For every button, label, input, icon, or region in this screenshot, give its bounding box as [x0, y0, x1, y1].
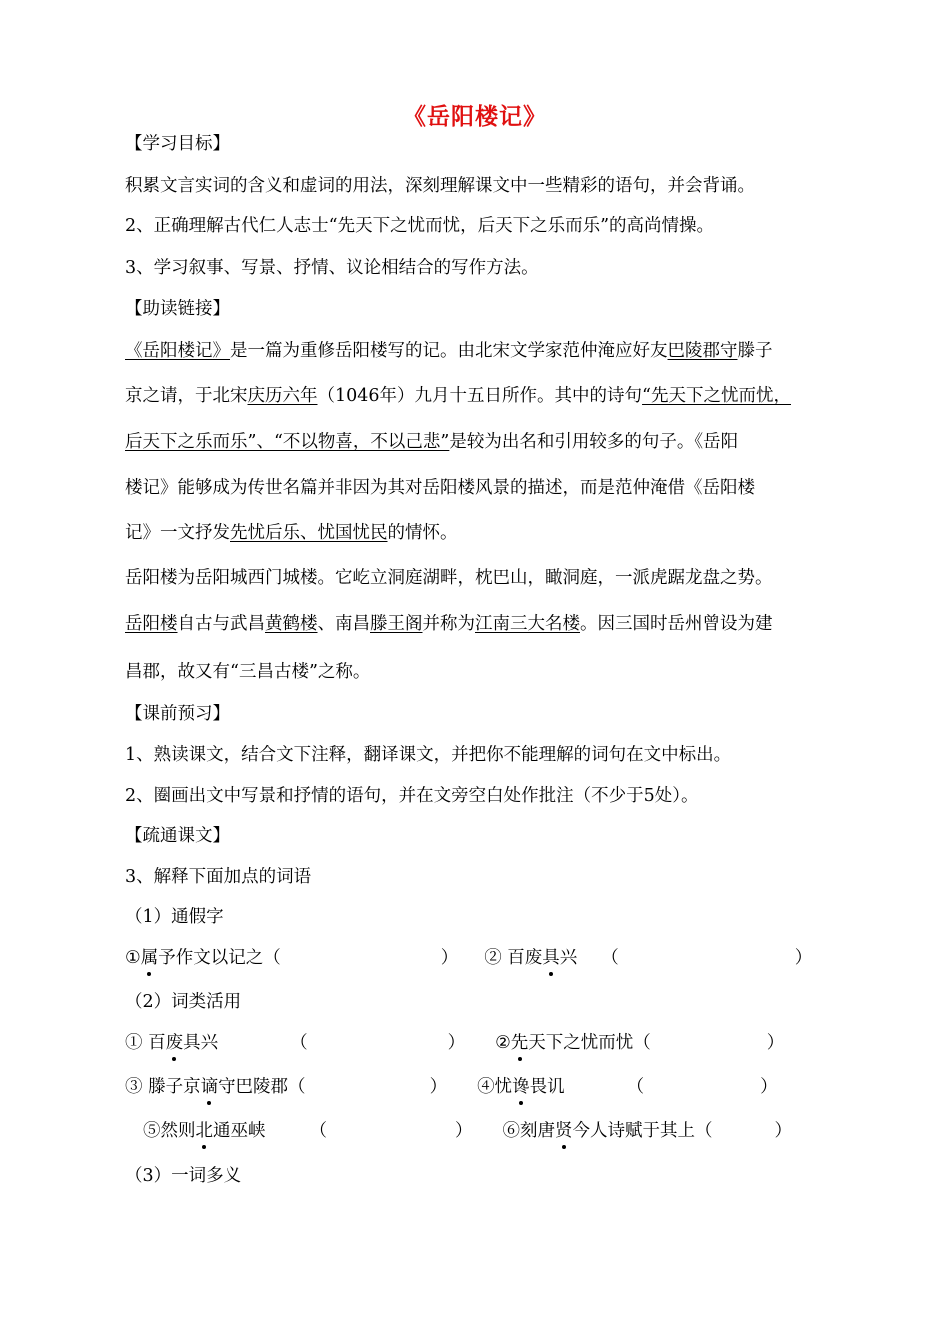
text-span: ①	[125, 948, 141, 968]
text-span: ）	[447, 1033, 466, 1053]
exercise-row	[143, 1119, 792, 1143]
page-title: 《岳阳楼记》	[403, 103, 547, 130]
text-span: 天下之忧而忧（	[528, 1033, 651, 1053]
dotted-char: 北	[195, 1121, 213, 1141]
text-span: 今人诗赋于其上（	[572, 1121, 713, 1141]
links-paragraph-line: 岳阳楼为岳阳城西门城楼。它屹立洞庭湖畔，枕巴山，瞰洞庭，一派虎踞龙盘之势。	[125, 568, 773, 588]
underlined-text: 庆历六年	[247, 386, 318, 406]
subheading-tongjia: （1）通假字	[125, 907, 224, 927]
goal-item: 3、学习叙事、写景、抒情、议论相结合的写作方法。	[125, 258, 539, 278]
text-span: ）	[760, 1077, 778, 1097]
text-span: ① 百	[125, 1033, 166, 1053]
dotted-char: 废	[165, 1033, 184, 1053]
text-span: 记》一文抒发	[125, 523, 230, 543]
text-span: 京之请，于北宋	[125, 386, 248, 406]
exercise-row	[125, 1075, 778, 1099]
text-span: 是一篇为重修岳阳楼写的记。由北宋文学家范仲淹应好友	[230, 341, 668, 361]
section-heading-text: 【疏通课文】	[125, 826, 230, 846]
section-heading-links: 【助读链接】	[125, 299, 230, 319]
links-paragraph-line	[125, 521, 458, 545]
text-span: ）	[794, 948, 813, 968]
text-span: ②	[495, 1033, 511, 1053]
goal-item: 积累文言实词的含义和虚词的用法，深刻理解课文中一些精彩的语句，并会背诵。	[125, 176, 755, 196]
exercise-row	[125, 1031, 784, 1055]
section-heading-goals: 【学习目标】	[125, 134, 230, 154]
dotted-char: 谗	[512, 1077, 530, 1097]
goal-item: 2、正确理解古代仁人志士“先天下之忧而忧，后天下之乐而乐”的高尚情操。	[125, 216, 715, 236]
text-span: ）	[440, 948, 459, 968]
text-span: 通巫峡	[213, 1121, 266, 1141]
underlined-text: 江南三大名楼	[475, 614, 580, 634]
text-span: ）	[774, 1121, 792, 1141]
subheading-huoyong: （2）词类活用	[125, 992, 242, 1012]
underlined-text: “先天下之忧而忧，	[642, 386, 791, 406]
underlined-text: 滕王阁	[370, 614, 423, 634]
text-span: （1046年）九月十五日所作。其中的诗句	[317, 386, 643, 406]
underlined-text: 先忧后乐、忧国忧民	[230, 523, 388, 543]
section-heading-preview: 【课前预习】	[125, 704, 230, 724]
text-span: 并称为	[422, 614, 475, 634]
links-paragraph-line	[125, 339, 773, 363]
text-span: （	[309, 1121, 327, 1141]
preview-item: 2、圈画出文中写景和抒情的语句，并在文旁空白处作批注（不少于5处）。	[125, 786, 699, 806]
text-span: 是较为出名和引用较多的句子。《岳阳	[449, 432, 739, 452]
text-span: ② 百废	[484, 948, 543, 968]
text-span: ③ 滕子京	[125, 1077, 201, 1097]
underlined-text: 巴陵郡守	[667, 341, 738, 361]
text-span: 畏讥	[529, 1077, 565, 1097]
text-span: ④忧	[477, 1077, 513, 1097]
text-span: （	[290, 1033, 308, 1053]
dotted-char: 贤	[555, 1121, 573, 1141]
links-paragraph-line	[125, 612, 773, 636]
text-span: 具兴	[183, 1033, 219, 1053]
text-span: 自古与武昌	[177, 614, 265, 634]
text-span: 滕子	[737, 341, 773, 361]
text-span: 的情怀。	[387, 523, 458, 543]
text-span: ）	[455, 1121, 473, 1141]
links-paragraph-line: 楼记》能够成为传世名篇并非因为其对岳阳楼风景的描述，而是范仲淹借《岳阳楼	[125, 478, 755, 498]
text-span: ）	[766, 1033, 785, 1053]
links-paragraph-line	[125, 384, 791, 408]
text-span: ⑤然则	[143, 1121, 196, 1141]
exercise-row	[125, 946, 812, 970]
underlined-text: 岳阳楼	[125, 614, 178, 634]
text-span: 予作文以记之（	[158, 948, 281, 968]
dotted-char: 属	[140, 948, 159, 968]
dotted-char: 谪	[200, 1077, 219, 1097]
text-span: ⑥刻唐	[502, 1121, 555, 1141]
dotted-char: 先	[510, 1033, 529, 1053]
underlined-text: 《岳阳楼记》	[125, 341, 230, 361]
text-span: 守巴陵郡（	[218, 1077, 306, 1097]
text-span: 、南昌	[317, 614, 370, 634]
subheading-duoyi: （3）一词多义	[125, 1166, 242, 1186]
question-3: 3、解释下面加点的词语	[125, 867, 312, 887]
text-span: ）	[429, 1077, 448, 1097]
links-paragraph-line	[125, 430, 738, 454]
text-span: 。因三国时岳州曾设为建	[580, 614, 773, 634]
text-span: 兴	[559, 948, 578, 968]
text-span: （	[626, 1077, 645, 1097]
underlined-text: 黄鹤楼	[265, 614, 318, 634]
dotted-char: 具	[542, 948, 560, 968]
text-span: （	[601, 948, 619, 968]
underlined-text: 后天下之乐而乐”、“不以物喜，不以己悲”	[125, 432, 450, 452]
links-paragraph-line: 昌郡，故又有“三昌古楼”之称。	[125, 662, 371, 682]
preview-item: 1、熟读课文，结合文下注释，翻译课文，并把你不能理解的词句在文中标出。	[125, 745, 732, 765]
